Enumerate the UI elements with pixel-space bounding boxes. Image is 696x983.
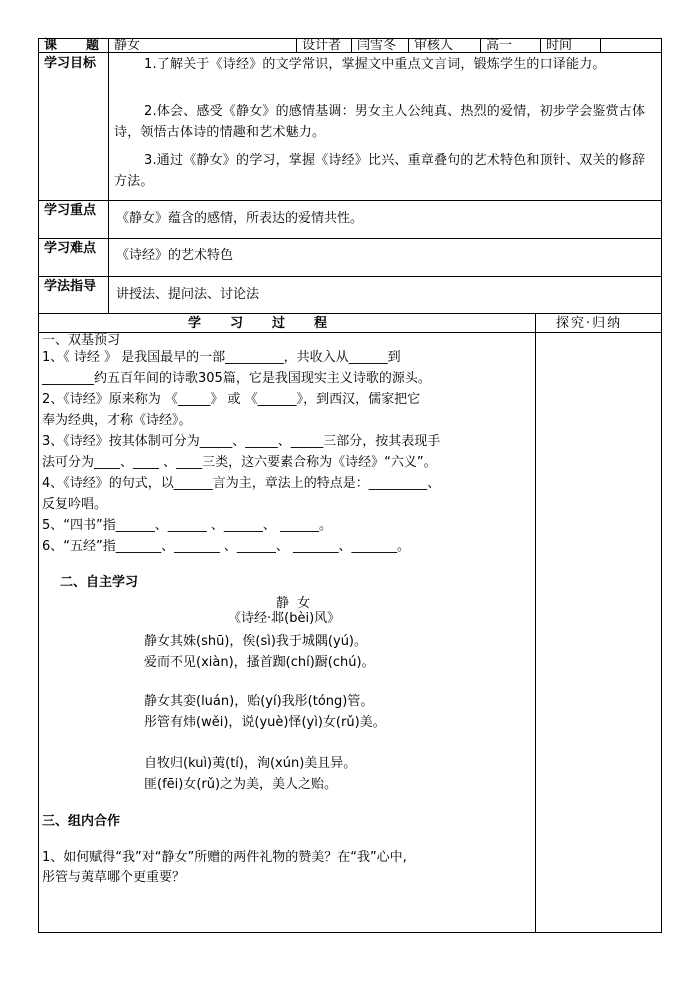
- section3-title: 三、组内合作: [42, 814, 121, 829]
- objective-item: 1.了解关于《诗经》的文学常识，掌握文中重点文言词，锻炼学生的口译能力。: [144, 57, 606, 72]
- poem-line: 静女其娈(luán)，贻(yí)我彤(tóng)管。: [144, 694, 374, 709]
- poem-line: 自牧归(kuì)荑(tí)，洵(xún)美且异。: [144, 756, 357, 771]
- grade-value: 高一: [486, 38, 513, 53]
- poem-line: 静女其姝(shū)，俟(sì)我于城隅(yú)。: [144, 634, 367, 649]
- designer-label: 设计者: [302, 38, 342, 53]
- discussion-question: 彤管与荑草哪个更重要？: [42, 870, 186, 885]
- focus-value: 《静女》蕴含的感情，所表达的爱情共性。: [116, 211, 364, 226]
- objectives-label: 学习目标: [44, 56, 97, 71]
- exercise-line: 2、《诗经》原来称为 《_____》 或 《______》，到西汉，儒家把它: [42, 392, 421, 407]
- exercise-line: ________约五百年间的诗歌305篇，它是我国现实主义诗歌的源头。: [42, 371, 431, 386]
- explore-summary-title: 探究·归纳: [556, 316, 623, 331]
- exercise-line: 5、“四书”指______、______ 、______、 ______。: [42, 518, 333, 533]
- time-label: 时间: [546, 38, 573, 53]
- poem-title: 静 女: [276, 596, 313, 611]
- exercise-line: 奉为经典，才称《诗经》。: [42, 413, 192, 428]
- designer-name: 闫雪冬: [357, 38, 397, 53]
- poem-line: 匪(fēi)女(rǔ)之为美，美人之贻。: [144, 777, 338, 792]
- poem-source: 《诗经·邶(bèi)风》: [228, 611, 341, 626]
- poem-line: 爱而不见(xiàn)，搔首踟(chí)蹰(chú)。: [144, 655, 375, 670]
- exercise-line: 法可分为____、____ 、____三类，这六要素合称为《诗经》“六义”。: [42, 455, 437, 470]
- poem-line: 彤管有炜(wěi)，说(yuè)怿(yì)女(rǔ)美。: [144, 715, 386, 730]
- objective-item: 3.通过《静女》的学习，掌握《诗经》比兴、重章叠句的艺术特色和顶针、双关的修辞方法。: [114, 153, 646, 189]
- difficulty-value: 《诗经》的艺术特色: [116, 248, 234, 263]
- section1-title: 一、双基预习: [42, 333, 121, 348]
- course-title: 静女: [114, 38, 141, 53]
- difficulty-label: 学习难点: [44, 241, 97, 256]
- exercise-line: 6、“五经”指_______、_______ 、______、 _______、_______。: [42, 539, 411, 554]
- course-label: 课 题: [44, 38, 101, 53]
- section2-title: 二、自主学习: [60, 575, 139, 590]
- exercise-line: 4、《诗经》的句式，以______言为主，章法上的特点是：_________、: [42, 476, 441, 491]
- method-label: 学法指导: [44, 279, 97, 294]
- reviewer-label: 审核人: [414, 38, 454, 53]
- exercise-line: 反复吟唱。: [42, 497, 108, 512]
- exercise-line: 3、《诗经》按其体制可分为_____、_____、_____三部分，按其表现手: [42, 434, 441, 449]
- method-value: 讲授法、提问法、讨论法: [116, 287, 260, 302]
- discussion-question: 1、如何赋得“我”对“静女”所赠的两件礼物的赞美？在“我”心中,: [42, 850, 407, 865]
- objective-item: 2.体会、感受《静女》的感情基调：男女主人公纯真、热烈的爱情，初步学会鉴赏古体诗，领悟古体诗的情趣和艺术魅力。: [114, 104, 646, 140]
- focus-label: 学习重点: [44, 203, 97, 218]
- process-title: 学 习 过 程: [188, 316, 329, 331]
- exercise-line: 1、《 诗经 》 是我国最早的一部_________，共收入从______到: [42, 350, 401, 365]
